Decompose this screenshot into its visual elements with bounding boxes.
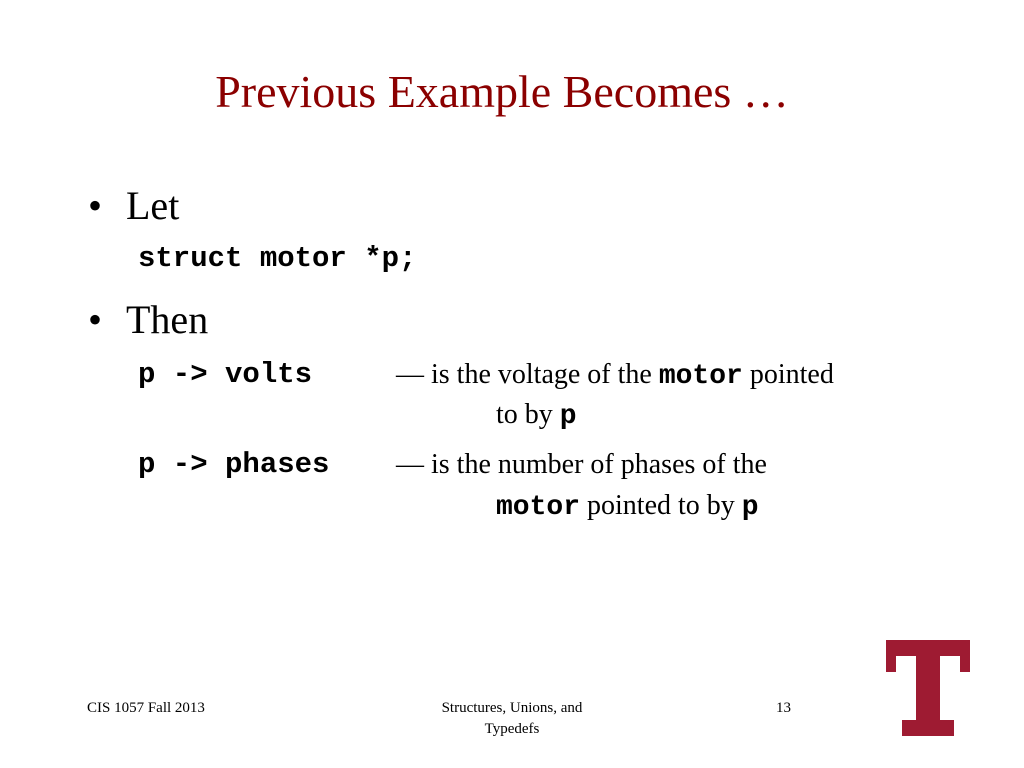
footer-topic	[412, 698, 612, 740]
desc-code: p	[559, 401, 577, 432]
desc-code: motor	[496, 492, 581, 523]
desc-code: motor	[658, 361, 743, 392]
item-code-phases: p -> phases	[138, 448, 330, 481]
footer-topic-line1: Structures, Unions, and	[441, 700, 583, 716]
bullet-label: Then	[126, 297, 209, 342]
bullet-dot: •	[88, 183, 103, 228]
item-desc-volts-line2	[496, 398, 577, 434]
page-number: 13	[776, 700, 791, 716]
item-desc-phases	[396, 448, 767, 482]
item-desc-phases-line2	[496, 489, 759, 525]
footer-course: CIS 1057 Fall 2013	[87, 700, 205, 716]
desc-text: pointed to by	[587, 490, 735, 521]
logo-shapes	[886, 640, 970, 736]
desc-code: p	[741, 492, 759, 523]
bullet-dot: •	[88, 297, 103, 342]
desc-text: — is the voltage of the	[396, 359, 652, 390]
desc-text: pointed	[749, 359, 834, 390]
item-code-volts: p -> volts	[138, 358, 313, 391]
footer-topic-line2: Typedefs	[484, 721, 540, 737]
declaration-code: struct motor *p;	[138, 242, 417, 275]
bullet-then	[88, 296, 208, 344]
desc-text: to by	[496, 399, 553, 430]
bullet-let	[88, 182, 179, 230]
item-desc-volts	[396, 358, 834, 394]
temple-t-logo-icon	[886, 640, 970, 736]
slide-title: Previous Example Becomes …	[215, 66, 789, 117]
desc-text: — is the number of phases of the	[396, 449, 767, 480]
bullet-label: Let	[126, 183, 180, 228]
